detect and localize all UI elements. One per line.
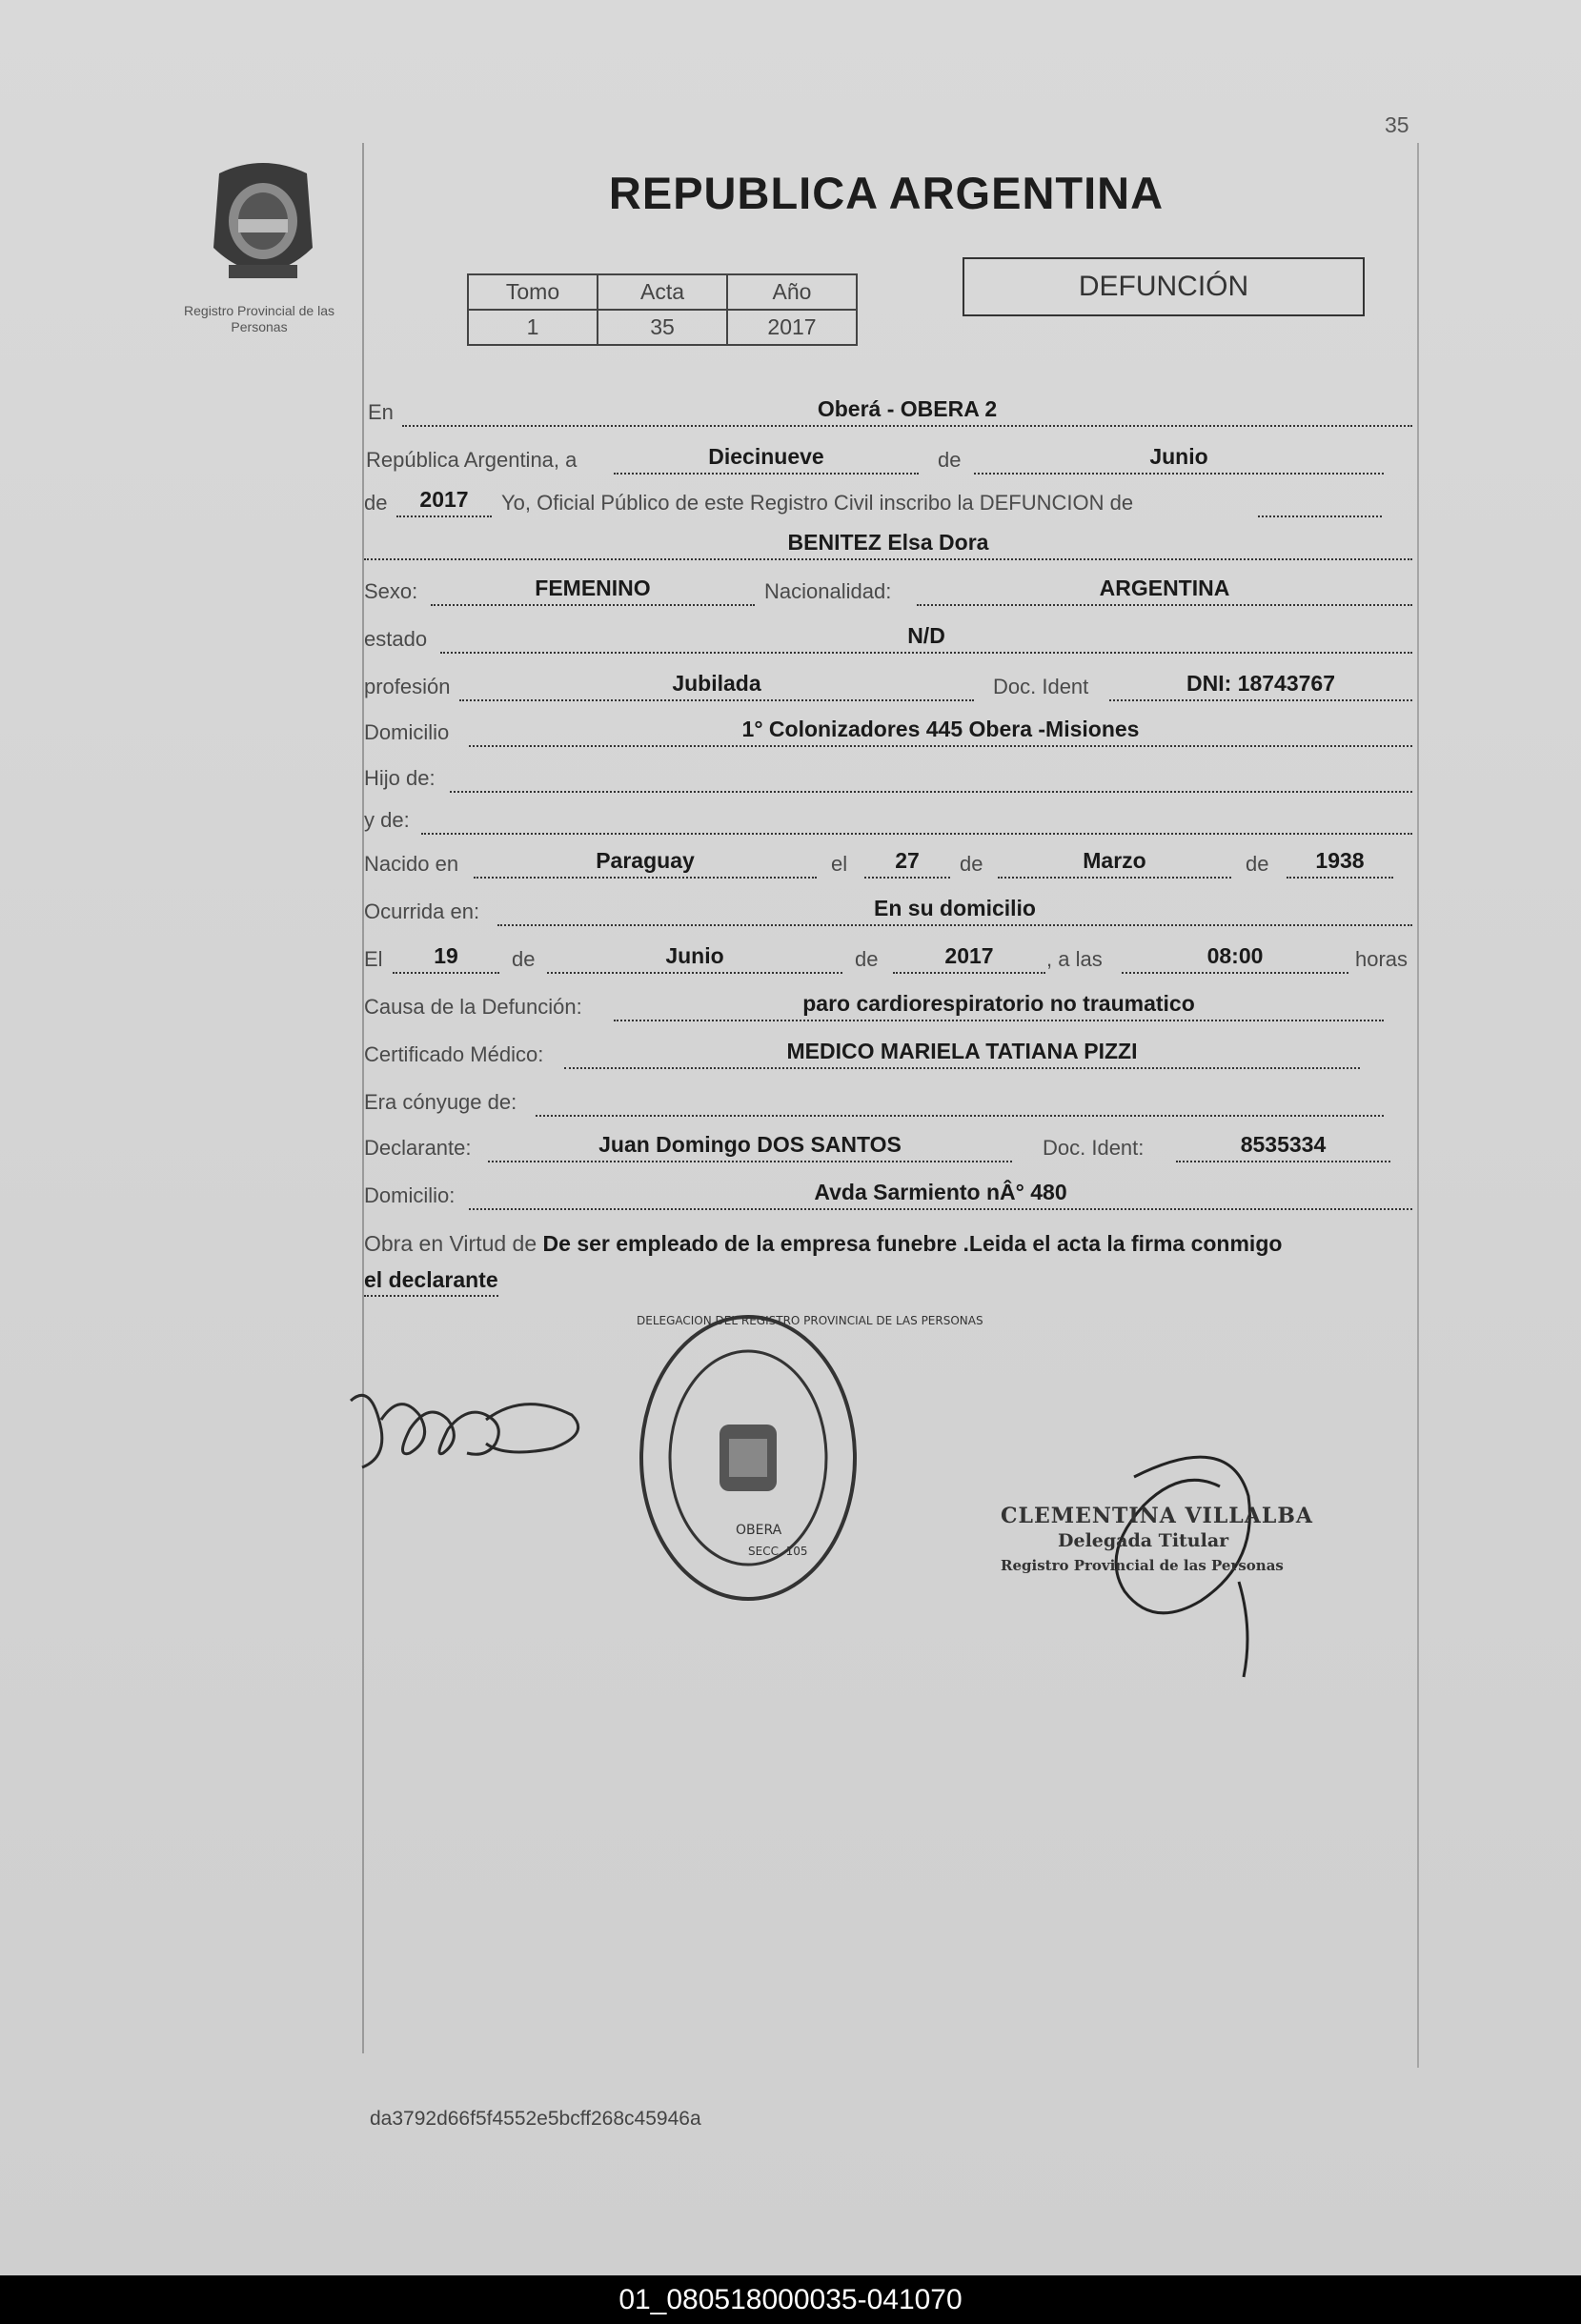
field-dia-inscripcion: Diecinueve bbox=[614, 440, 919, 475]
stamp-number: SECC. 105 bbox=[748, 1545, 808, 1558]
official-title: Delegada Titular bbox=[1058, 1530, 1229, 1551]
row-estado bbox=[364, 617, 1412, 656]
field-difunto: BENITEZ Elsa Dora bbox=[364, 526, 1412, 560]
label-intro: Yo, Oficial Público de este Registro Civil inscribo la DEFUNCION de bbox=[501, 491, 1134, 515]
footer-code: 01_080518000035-041070 bbox=[618, 2284, 963, 2315]
label-hijo-de: Hijo de: bbox=[364, 766, 436, 790]
label-certificado: Certificado Médico: bbox=[364, 1042, 544, 1066]
field-obra-line1: De ser empleado de la empresa funebre .Leida el acta la firma conmigo bbox=[542, 1231, 1283, 1256]
field-anio-inscripcion: 2017 bbox=[396, 483, 492, 517]
row-sex-nationality bbox=[364, 570, 1412, 608]
death-record-form bbox=[364, 362, 1412, 1315]
row-declarante-domicilio bbox=[364, 1174, 1412, 1212]
field-nacido-mes: Marzo bbox=[998, 844, 1231, 879]
seal-caption: Registro Provincial de las Personas bbox=[184, 303, 334, 334]
official-org: Registro Provincial de las Personas bbox=[1001, 1557, 1284, 1574]
label-de-2: de bbox=[364, 491, 388, 515]
row-obra bbox=[364, 1231, 1282, 1257]
field-fallec-dia: 19 bbox=[393, 940, 499, 974]
book-header-acta: Acta bbox=[598, 274, 727, 310]
book-value-tomo: 1 bbox=[468, 310, 598, 345]
label-de-3: de bbox=[960, 852, 983, 876]
page-number: 35 bbox=[1385, 112, 1409, 137]
field-nacido-anio: 1938 bbox=[1287, 844, 1393, 879]
row-y-de bbox=[364, 798, 1412, 837]
label-doc-ident-2: Doc. Ident: bbox=[1043, 1136, 1145, 1160]
field-fallec-hora: 08:00 bbox=[1122, 940, 1348, 974]
row-hijo-de bbox=[364, 757, 1412, 795]
field-nacido-dia: 27 bbox=[864, 844, 950, 879]
official-stamp-text bbox=[1001, 1504, 1313, 1578]
country-title: REPUBLICA ARGENTINA bbox=[608, 168, 1165, 218]
field-estado: N/D bbox=[440, 619, 1412, 654]
field-doc-ident: DNI: 18743767 bbox=[1109, 667, 1412, 701]
row-certificado bbox=[364, 1033, 1412, 1071]
field-conyuge bbox=[536, 1082, 1384, 1117]
field-declarante-doc: 8535334 bbox=[1176, 1128, 1390, 1162]
row-ocurrida-en bbox=[364, 890, 1412, 928]
label-nacido-en: Nacido en bbox=[364, 852, 459, 876]
registry-stamp bbox=[629, 1305, 983, 1610]
field-hijo-de bbox=[450, 758, 1412, 793]
book-value-acta: 35 bbox=[598, 310, 727, 345]
stamp-center-text: OBERA bbox=[736, 1523, 782, 1538]
field-certificado: MEDICO MARIELA TATIANA PIZZI bbox=[564, 1035, 1360, 1069]
field-profesion: Jubilada bbox=[459, 667, 974, 701]
label-en: En bbox=[368, 400, 394, 424]
label-de-6: de bbox=[855, 947, 879, 971]
document-hash: da3792d66f5f4552e5bcff268c45946a bbox=[370, 2108, 701, 2130]
row-deceased-name bbox=[364, 524, 1412, 562]
row-intro bbox=[364, 481, 1412, 519]
row-conyuge bbox=[364, 1081, 1412, 1119]
row-birth bbox=[364, 842, 1412, 880]
field-obra-line2: el declarante bbox=[364, 1267, 498, 1297]
row-death-datetime bbox=[364, 938, 1412, 976]
row-registration-date bbox=[364, 438, 1412, 476]
label-doc-ident: Doc. Ident bbox=[993, 675, 1089, 698]
label-estado: estado bbox=[364, 627, 428, 651]
row-causa bbox=[364, 985, 1412, 1023]
row-domicilio bbox=[364, 711, 1412, 749]
book-reference-table bbox=[467, 273, 858, 346]
field-declarante: Juan Domingo DOS SANTOS bbox=[488, 1128, 1012, 1162]
label-domicilio: Domicilio bbox=[364, 720, 450, 744]
label-nacionalidad: Nacionalidad: bbox=[764, 579, 892, 603]
row-profession-id bbox=[364, 665, 1412, 703]
label-conyuge: Era cónyuge de: bbox=[364, 1090, 517, 1114]
label-obra: Obra en Virtud de bbox=[364, 1231, 537, 1256]
label-a-las: , a las bbox=[1046, 947, 1103, 971]
label-declarante: Declarante: bbox=[364, 1136, 472, 1160]
field-domicilio: 1° Colonizadores 445 Obera -Misiones bbox=[469, 713, 1412, 747]
book-header-tomo: Tomo bbox=[468, 274, 598, 310]
book-value-anio: 2017 bbox=[727, 310, 857, 345]
label-el: el bbox=[831, 852, 848, 876]
field-declarante-domicilio: Avda Sarmiento nÂ° 480 bbox=[469, 1176, 1412, 1210]
field-ocurrida-en: En su domicilio bbox=[497, 892, 1412, 926]
field-nacido-en: Paraguay bbox=[474, 844, 817, 879]
document-type-box: DEFUNCIÓN bbox=[963, 257, 1365, 316]
book-header-anio: Año bbox=[727, 274, 857, 310]
label-sexo: Sexo: bbox=[364, 579, 418, 603]
official-name: CLEMENTINA VILLALBA bbox=[1001, 1504, 1313, 1528]
declarante-signature bbox=[343, 1363, 591, 1486]
stamp-ring-text: DELEGACION DEL REGISTRO PROVINCIAL DE LAS PERSONAS bbox=[637, 1314, 983, 1327]
field-lugar: Oberá - OBERA 2 bbox=[402, 393, 1412, 427]
coat-of-arms-seal bbox=[200, 152, 326, 286]
label-de-1: de bbox=[938, 448, 962, 472]
label-republica: República Argentina, a bbox=[366, 448, 578, 472]
label-ocurrida-en: Ocurrida en: bbox=[364, 899, 480, 923]
field-fallec-anio: 2017 bbox=[893, 940, 1045, 974]
label-horas: horas bbox=[1355, 947, 1409, 971]
label-y-de: y de: bbox=[364, 808, 410, 832]
label-causa: Causa de la Defunción: bbox=[364, 995, 582, 1019]
label-profesion: profesión bbox=[364, 675, 451, 698]
field-intro-blank bbox=[1258, 483, 1382, 517]
label-domicilio-2: Domicilio: bbox=[364, 1183, 456, 1207]
field-mes-inscripcion: Junio bbox=[974, 440, 1384, 475]
footer-code-bar bbox=[0, 2275, 1581, 2324]
field-nacionalidad: ARGENTINA bbox=[917, 572, 1412, 606]
row-declarante bbox=[364, 1126, 1412, 1164]
field-causa: paro cardiorespiratorio no traumatico bbox=[614, 987, 1384, 1021]
field-fallec-mes: Junio bbox=[547, 940, 842, 974]
field-sexo: FEMENINO bbox=[431, 572, 755, 606]
label-el-upper: El bbox=[364, 947, 383, 971]
label-de-5: de bbox=[512, 947, 536, 971]
field-y-de bbox=[421, 800, 1412, 835]
label-de-4: de bbox=[1246, 852, 1269, 876]
row-place bbox=[364, 391, 1412, 429]
right-margin-line bbox=[1417, 143, 1419, 2068]
